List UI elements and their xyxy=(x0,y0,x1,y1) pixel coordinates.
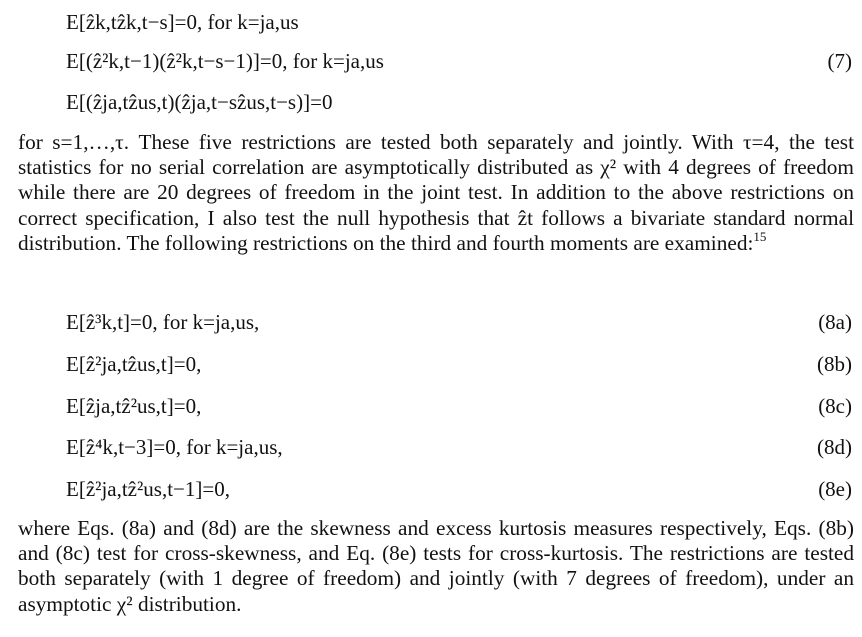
equation-8d-expression: E[ẑ⁴k,t−3]=0, for k=ja,us, xyxy=(66,435,283,459)
equation-8a-number: (8a) xyxy=(818,310,852,334)
body-paragraph-2 xyxy=(18,516,854,617)
equation-8a-expression: E[ẑ³k,t]=0, for k=ja,us, xyxy=(66,310,260,334)
equation-8e-number: (8e) xyxy=(818,477,852,501)
equation-8b-line xyxy=(0,349,862,379)
equation-7-number: (7) xyxy=(827,49,852,73)
paragraph-1-text: for s=1,…,τ. These five restrictions are tested both separately and jointly. With τ=4, the test statistics for no serial correlation are asymptotically distributed as χ² with 4 degrees of freedom while there are 20 degrees of freedom in the joint test. In addition to the above restrictions on correct specification, I also test the null hypothesis that ẑt follows a bivariate standard normal distribution. The following restrictions on the third and fourth moments are examined: xyxy=(18,130,854,255)
equation-8e-expression: E[ẑ²ja,tẑ²us,t−1]=0, xyxy=(66,477,230,501)
equation-8c-expression: E[ẑja,tẑ²us,t]=0, xyxy=(66,394,202,418)
equation-7-expression-3: E[(ẑja,tẑus,t)(ẑja,t−sẑus,t−s)]=0 xyxy=(66,90,333,114)
equation-8b-number: (8b) xyxy=(817,352,852,376)
equation-8e-line xyxy=(0,474,862,504)
equation-8c-line xyxy=(0,391,862,421)
equation-8d-line xyxy=(0,432,862,462)
equation-7-expression-1: E[ẑk,tẑk,t−s]=0, for k=ja,us xyxy=(66,10,299,34)
equation-7-line-1 xyxy=(0,7,862,37)
equation-7-line-2 xyxy=(0,46,862,76)
equation-8c-number: (8c) xyxy=(818,394,852,418)
equation-8d-number: (8d) xyxy=(817,435,852,459)
equation-7-line-3 xyxy=(0,87,862,117)
equation-8b-expression: E[ẑ²ja,tẑus,t]=0, xyxy=(66,352,202,376)
body-paragraph-1 xyxy=(18,130,854,256)
paragraph-2-text: where Eqs. (8a) and (8d) are the skewness and excess kurtosis measures respectively, Eqs. (8b) and (8c) test for cross-skewness, and Eq. (8e) tests for cross-kurtosis. The restrictions are tested both separately (with 1 degree of freedom) and jointly (with 7 degrees of freedom), under an asymptotic χ² distribution. xyxy=(18,516,854,616)
footnote-mark-15: 15 xyxy=(753,228,767,244)
equation-8a-line xyxy=(0,307,862,337)
equation-7-expression-2: E[(ẑ²k,t−1)(ẑ²k,t−s−1)]=0, for k=ja,us xyxy=(66,49,384,73)
